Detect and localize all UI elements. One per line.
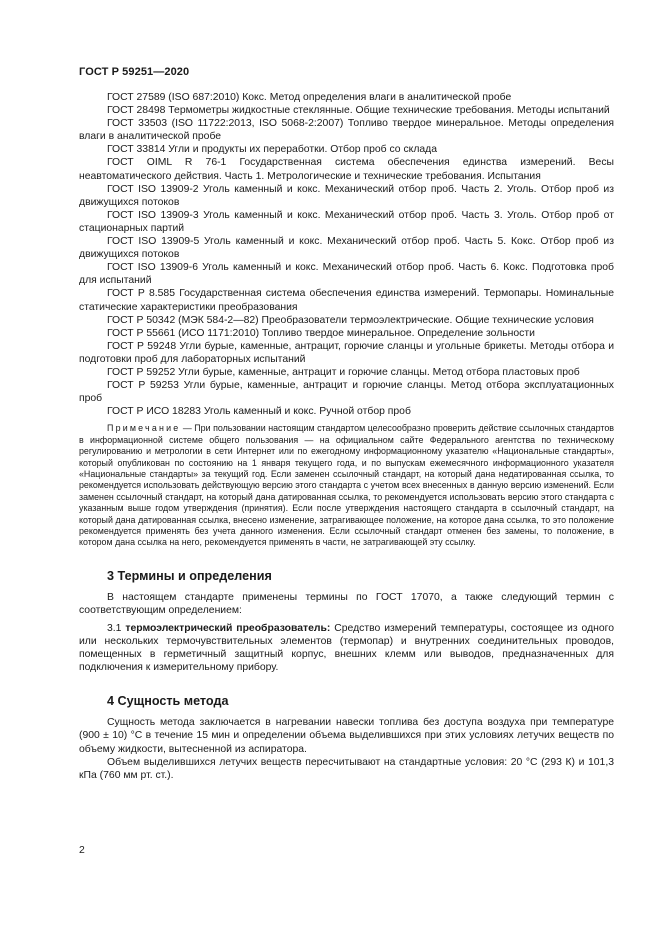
reference-item: ГОСТ 28498 Термометры жидкостные стеклянные. Общие технические требования. Методы испытаний	[107, 105, 610, 117]
note-text: — При пользовании настоящим стандартом целесообразно проверить действие ссылочных стандартов в информационной системе общего пользования — на официальном сайте Федерального агентства по техническому регулированию и метрологии в сети Интернет или по ежегодному информационному указателю «Национальные стандарты», который опубликован по состоянию на 1 января текущего года, и по выпускам ежемесячного информационного указателя «Национальные стандарты» за текущий год. Если заменен ссылочный стандарт, на который дана недатированная ссылка, то рекомендуется использовать действующую версию этого стандарта с учетом всех внесенных в данную версию изменений. Если заменен ссылочный стандарт, на который дана датированная ссылка, то рекомендуется использовать версию этого стандарта с указанным выше годом утверждения (принятия). Если после утверждения настоящего стандарта в ссылочный стандарт, на который дана датированная ссылка, внесено изменение, затрагивающее положение, на которое дана ссылка, то это положение рекомендуется применять без учета данного изменения. Если ссылочный стандарт отменен без замены, то положение, в котором дана ссылка на него, рекомендуется применять в части, не затрагивающей эту ссылку.	[79, 423, 614, 548]
section-4-title: 4 Сущность метода	[107, 694, 229, 709]
section-4-body	[79, 716, 614, 781]
section-3-intro: В настоящем стандарте применены термины по ГОСТ 17070, а также следующий термин с соответствующим определением:	[79, 591, 614, 616]
reference-item: ГОСТ Р 59252 Угли бурые, каменные, антрацит и горючие сланцы. Метод отбора пластовых проб	[107, 366, 580, 378]
reference-item: ГОСТ 27589 (ISO 687:2010) Кокс. Метод определения влаги в аналитической пробе	[107, 92, 512, 103]
section-3-title: 3 Термины и определения	[107, 568, 272, 583]
reference-item: ГОСТ 33814 Угли и продукты их переработки. Отбор проб со склада	[107, 144, 437, 156]
reference-item: ГОСТ 33503 (ISO 11722:2013, ISO 5068-2:2007) Топливо твердое минеральное. Методы определения влаги в аналитической пробе	[79, 118, 614, 143]
page-content	[79, 91, 614, 782]
document-header: ГОСТ Р 59251—2020	[79, 66, 190, 78]
references-note	[79, 423, 614, 548]
section-4-paragraph-2: Объем выделившихся летучих веществ пересчитывают на стандартные условия: 20 °С (293 К) и 101,3 кПа (760 мм рт. ст.).	[79, 756, 614, 781]
normative-references-list	[79, 91, 614, 418]
reference-item: ГОСТ Р 50342 (МЭК 584-2—82) Преобразователи термоэлектрические. Общие технические условия	[107, 314, 594, 326]
term-number: 3.1	[107, 623, 126, 634]
reference-item: ГОСТ ISO 13909-2 Уголь каменный и кокс. Механический отбор проб. Часть 2. Уголь. Отбор проб из движущихся потоков	[79, 183, 614, 208]
reference-item: ГОСТ Р 55661 (ИСО 1171:2010) Топливо твердое минеральное. Определение зольности	[107, 327, 535, 339]
reference-item: ГОСТ ISO 13909-6 Уголь каменный и кокс. Механический отбор проб. Часть 6. Кокс. Подготовка проб для испытаний	[79, 262, 614, 287]
reference-item: ГОСТ Р 59248 Угли бурые, каменные, антрацит, горючие сланцы и угольные брикеты. Методы отбора и подготовки проб для лабораторных испытаний	[79, 340, 614, 365]
term-name: термоэлектрический преобразователь:	[125, 623, 331, 634]
section-3-body	[79, 591, 614, 675]
page-number: 2	[79, 845, 85, 856]
reference-item: ГОСТ OIML R 76-1 Государственная система обеспечения единства измерений. Весы неавтоматического действия. Часть 1. Метрологические и технические требования. Испытания	[79, 157, 614, 182]
reference-item: ГОСТ Р 59253 Угли бурые, каменные, антрацит и горючие сланцы. Метод отбора эксплуатационных проб	[79, 380, 614, 405]
reference-item: ГОСТ Р ИСО 18283 Уголь каменный и кокс. Ручной отбор проб	[107, 406, 411, 418]
section-4-paragraph-1: Сущность метода заключается в нагревании навески топлива без доступа воздуха при температуре (900 ± 10) °С в течение 15 мин и определении объема выделившихся при этих условиях летучих веществ по объему жидкости, вытесненной из аспиратора.	[79, 717, 614, 755]
term-text: Средство измерений температуры, состоящее из одного или нескольких термочувствительных элементов (термопар) и внутренних соединительных проводов, помещенных в герметичный защитный корпус, внешних клемм или выводов, предназначенных для подключения к измерительному прибору.	[79, 623, 615, 674]
reference-item: ГОСТ ISO 13909-3 Уголь каменный и кокс. Механический отбор проб. Часть 3. Уголь. Отбор проб от стационарных партий	[79, 209, 614, 234]
reference-item: ГОСТ ISO 13909-5 Уголь каменный и кокс. Механический отбор проб. Часть 5. Кокс. Отбор проб из движущихся потоков	[79, 236, 614, 261]
note-label: Примечание	[107, 423, 181, 434]
reference-item: ГОСТ Р 8.585 Государственная система обеспечения единства измерений. Термопары. Номинальные статические характеристики преобразования	[79, 288, 614, 313]
term-definition	[79, 622, 614, 674]
